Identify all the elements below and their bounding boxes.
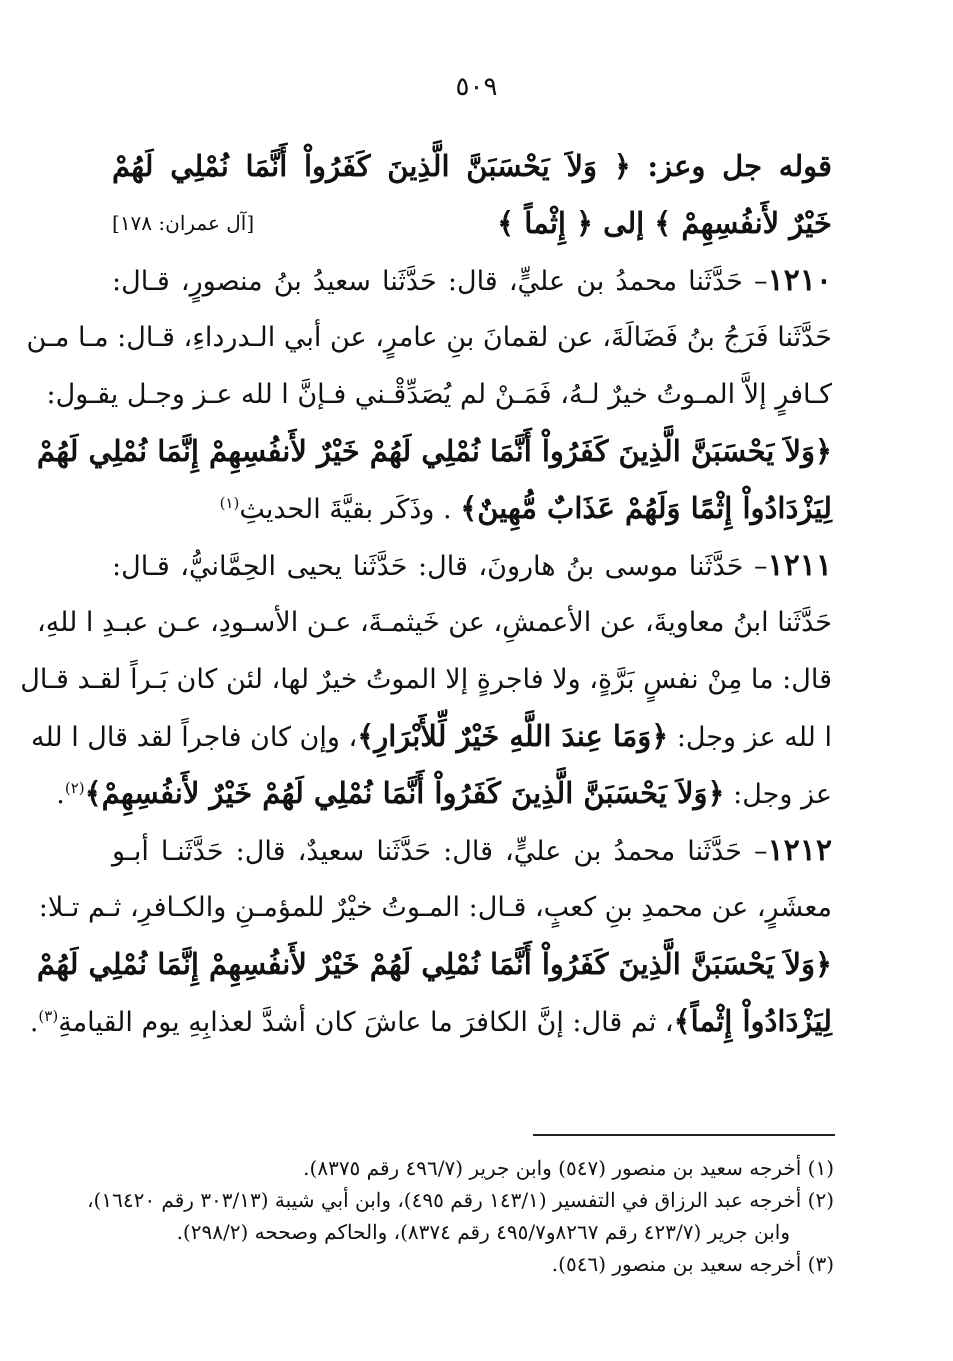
footnote-separator <box>533 1134 835 1136</box>
hadith-number-1212: ١٢١٢ <box>767 833 832 868</box>
footnote-3: (٣) أخرجه سعيد بن منصور (٥٤٦). <box>551 1252 834 1276</box>
heading-line-2 <box>112 195 832 252</box>
hadith-number-1210: ١٢١٠ <box>767 263 832 298</box>
heading-line-1: قوله جل وعز: ﴿ وَلاَ يَحْسَبَنَّ الَّذِينَ كَفَرُواْ أَنَّمَا نُمْلِي لَهُمْ <box>112 149 832 183</box>
main-text <box>20 138 832 1050</box>
footnote-ref-3: (٣) <box>38 1007 59 1025</box>
hadith-1212-text: – حَدَّثَنا محمدُ بن عليٍّ، قال: حَدَّثَنا سعيدٌ، قال: حَدَّثَنـا أبـو <box>112 836 768 867</box>
hadith-1210-line-2: حَدَّثَنا فَرَجُ بنُ فَضَالَةَ، عن لقمانَ بنِ عامرٍ، عن أبي الـدرداءِ، قـال: مـا مـن <box>26 322 832 353</box>
hadith-1212-remark: ، ثم قال: إنَّ الكافرَ ما عاشَ كان أشدَّ لعذابِهِ يوم القيامةِ <box>58 1007 674 1038</box>
hadith-1210-verse-line: ﴿وَلاَ يَحْسَبَنَّ الَّذِينَ كَفَرُواْ أَنَّمَا نُمْلِي لَهُمْ خَيْرٌ لأَنفُسِهِمْ إِنَّمَا نُمْلِي لَهُمْ <box>36 434 832 468</box>
hadith-1212-verse-line: ﴿وَلاَ يَحْسَبَنَّ الَّذِينَ كَفَرُواْ أَنَّمَا نُمْلِي لَهُمْ خَيْرٌ لأَنفُسِهِمْ إِنَّمَا نُمْلِي لَهُمْ <box>36 947 832 981</box>
hadith-1211-intro: ا لله عز وجل: <box>668 722 832 753</box>
hadith-1212-line-2: معشَرٍ، عن محمدِ بنِ كعبٍ، قـال: المـوتُ خيْرٌ للمؤمـنِ والكـافرِ، ثـم تـلا: <box>38 892 832 923</box>
hadith-1211-text: – حَدَّثَنا موسى بنُ هارونَ، قال: حَدَّثَنا يحيى الحِمَّانيُّ، قـال: <box>112 551 768 582</box>
hadith-1210-line-3: كـافرٍ إلاَّ المـوتُ خيرٌ لـهُ، فَمَـنْ لم يُصَدِّقْـني فـإنَّ ا لله عـز وجـل يقـول: <box>46 379 832 410</box>
hadith-1211-intro-2: عز وجل: <box>724 779 832 810</box>
hadith-1211-line-2: حَدَّثَنا ابنُ معاويةَ، عن الأعمشِ، عن خَيثمـةَ، عـن الأسـودِ، عـن عبـدِ ا للهِ، <box>36 607 832 638</box>
hadith-1211-line-1 <box>112 537 832 594</box>
hadith-1211-verse-2: ﴿وَلاَ يَحْسَبَنَّ الَّذِينَ كَفَرُواْ أَنَّمَا نُمْلِي لَهُمْ خَيْرٌ لأَنفُسِهِمْ﴾ <box>84 776 725 810</box>
hadith-1211-cont: ، وإن كان فاجراً لقد قال ا لله <box>30 722 358 753</box>
page-number: ٥٠٩ <box>455 72 498 102</box>
surah-citation: [آل عمران: ١٧٨] <box>112 211 255 235</box>
footnote-ref-1: (١) <box>219 494 240 512</box>
hadith-1212-line-1 <box>112 822 832 879</box>
hadith-1210-line-1 <box>112 252 832 309</box>
footnote-1: (١) أخرجه سعيد بن منصور (٥٤٧) وابن جرير (٤٩٦/٧ رقم ٨٣٧٥). <box>303 1156 834 1180</box>
footnotes <box>87 1152 834 1280</box>
hadith-1211-line-3: قال: ما مِنْ نفسٍ بَرَّةٍ، ولا فاجرةٍ إلا الموتُ خيرٌ لها، لئن كان بَـراً لقـد قـال <box>20 664 832 695</box>
hadith-1212-verse-end: لِيَزْدَادُواْ إِثْماً﴾ <box>673 1004 832 1038</box>
heading-verse-end: خَيْرٌ لأَنفُسِهِمْ ﴾ إلى ﴿ إِثْماً ﴾ <box>497 206 832 240</box>
hadith-1210-remark: . وذَكَر بقيَّةَ الحديثِ <box>239 494 452 525</box>
hadith-1212-line-4: لِيَزْدَادُواْ إِثْماً﴾، ثم قال: إنَّ الكافرَ ما عاشَ كان أشدَّ لعذابِهِ يوم القيامةِ$^{(٣)}$. <box>29 1004 832 1038</box>
hadith-1210-text: – حَدَّثَنا محمدُ بن عليٍّ، قال: حَدَّثَنا سعيدُ بنُ منصورٍ، قـال: <box>112 266 768 297</box>
hadith-1210-line-5 <box>112 480 832 537</box>
hadith-1211-line-5: عز وجل: ﴿وَلاَ يَحْسَبَنَّ الَّذِينَ كَفَرُواْ أَنَّمَا نُمْلِي لَهُمْ خَيْرٌ لأَنفُسِهِمْ﴾$^{(٢)}$. <box>56 776 832 810</box>
hadith-number-1211: ١٢١١ <box>767 548 832 583</box>
footnote-ref-2: (٢) <box>64 779 85 797</box>
hadith-1211-verse-1: ﴿وَمَا عِندَ اللَّهِ خَيْرٌ لِّلأَبْرَارِ﴾ <box>357 719 669 753</box>
footnote-2: (٢) أخرجه عبد الرزاق في التفسير (١٤٣/١ رقم ٤٩٥)، وابن أبي شيبة (٣٠٣/١٣ رقم ١٦٤٢٠)، <box>87 1188 834 1212</box>
footnote-2-continued: وابن جرير (٤٢٣/٧ رقم ٨٢٦٧و٤٩٥/٧ رقم ٨٣٧٤)، والحاكم وصححه (٢٩٨/٢). <box>176 1220 790 1244</box>
hadith-1211-line-4 <box>30 708 832 765</box>
hadith-1210-verse-end: لِيَزْدَادُواْ إِثْمًا وَلَهُمْ عَذَابٌ مُّهِينٌ﴾ <box>460 491 832 525</box>
